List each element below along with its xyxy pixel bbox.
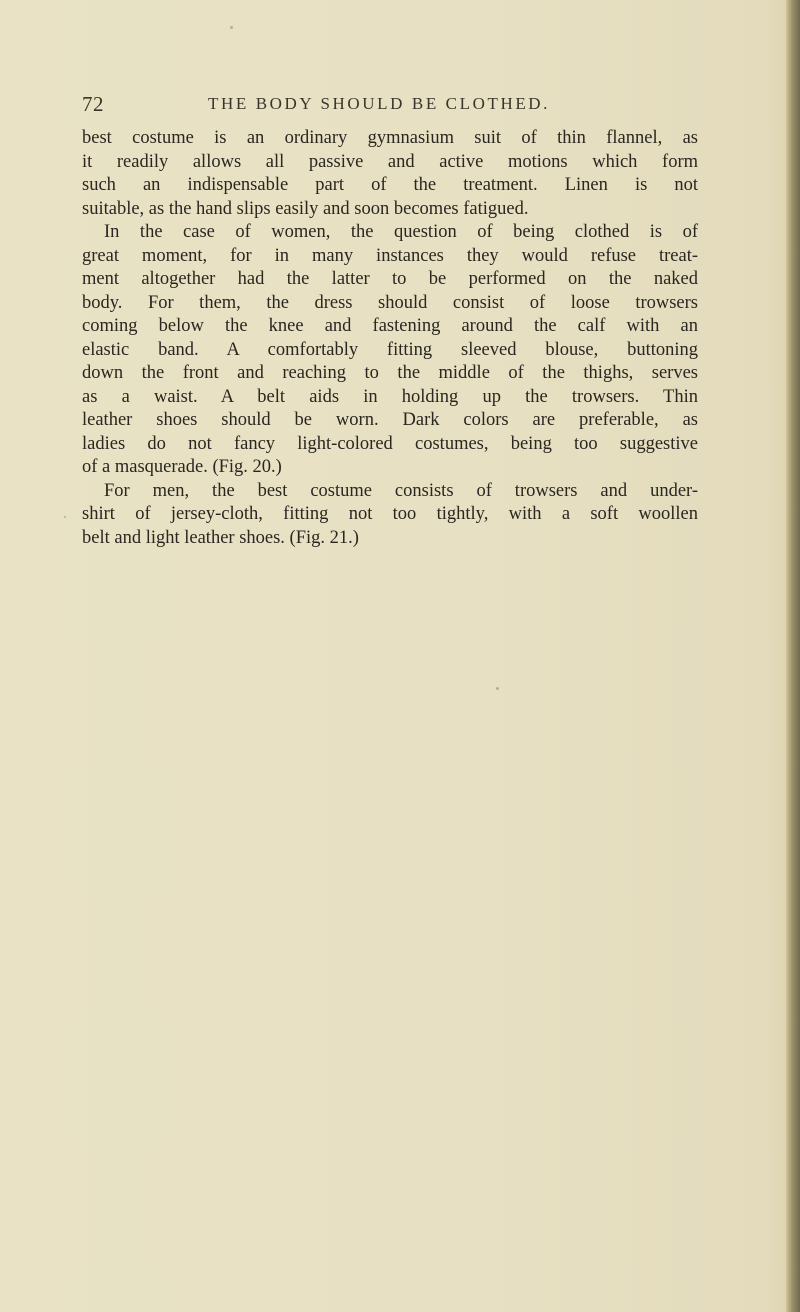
- page-edge-shadow: [786, 0, 800, 1312]
- page-header: [82, 92, 702, 116]
- text-line: For men, the best costume consists of trowsers and under-: [104, 480, 698, 501]
- text-line: coming below the knee and fastening around the calf with an: [82, 316, 698, 336]
- text-line: it readily allows all passive and active motions which form: [82, 151, 698, 172]
- text-line: of a masquerade. (Fig. 20.): [82, 457, 282, 477]
- paper-speck: [230, 26, 233, 29]
- text-line: such an indispensable part of the treatment. Linen is not: [82, 175, 698, 195]
- text-line: great moment, for in many instances they would refuse treat-: [82, 245, 698, 266]
- text-line: elastic band. A comfortably fitting sleeved blouse, buttoning: [82, 339, 698, 360]
- text-line: shirt of jersey-cloth, fitting not too tightly, with a soft woollen: [82, 504, 698, 524]
- running-head: THE BODY SHOULD BE CLOTHED.: [208, 94, 551, 113]
- page-number: 72: [82, 92, 104, 116]
- text-line: suitable, as the hand slips easily and soon becomes fatigued.: [82, 198, 529, 219]
- paper-speck: [64, 516, 66, 518]
- text-line: best costume is an ordinary gymnasium suit of thin flannel, as: [82, 128, 698, 148]
- text-line: ment altogether had the latter to be performed on the naked: [82, 269, 698, 289]
- body-text: [82, 127, 698, 550]
- text-line: as a waist. A belt aids in holding up the trowsers. Thin: [82, 386, 698, 407]
- text-line: leather shoes should be worn. Dark colors are preferable, as: [82, 410, 698, 430]
- text-line: belt and light leather shoes. (Fig. 21.): [82, 527, 359, 548]
- text-line: down the front and reaching to the middle of the thighs, serves: [82, 363, 698, 383]
- text-line: ladies do not fancy light-colored costumes, being too suggestive: [82, 433, 698, 454]
- text-line: body. For them, the dress should consist of loose trowsers: [82, 292, 698, 313]
- paper-speck: [496, 687, 499, 690]
- text-line: In the case of women, the question of being clothed is of: [104, 222, 698, 242]
